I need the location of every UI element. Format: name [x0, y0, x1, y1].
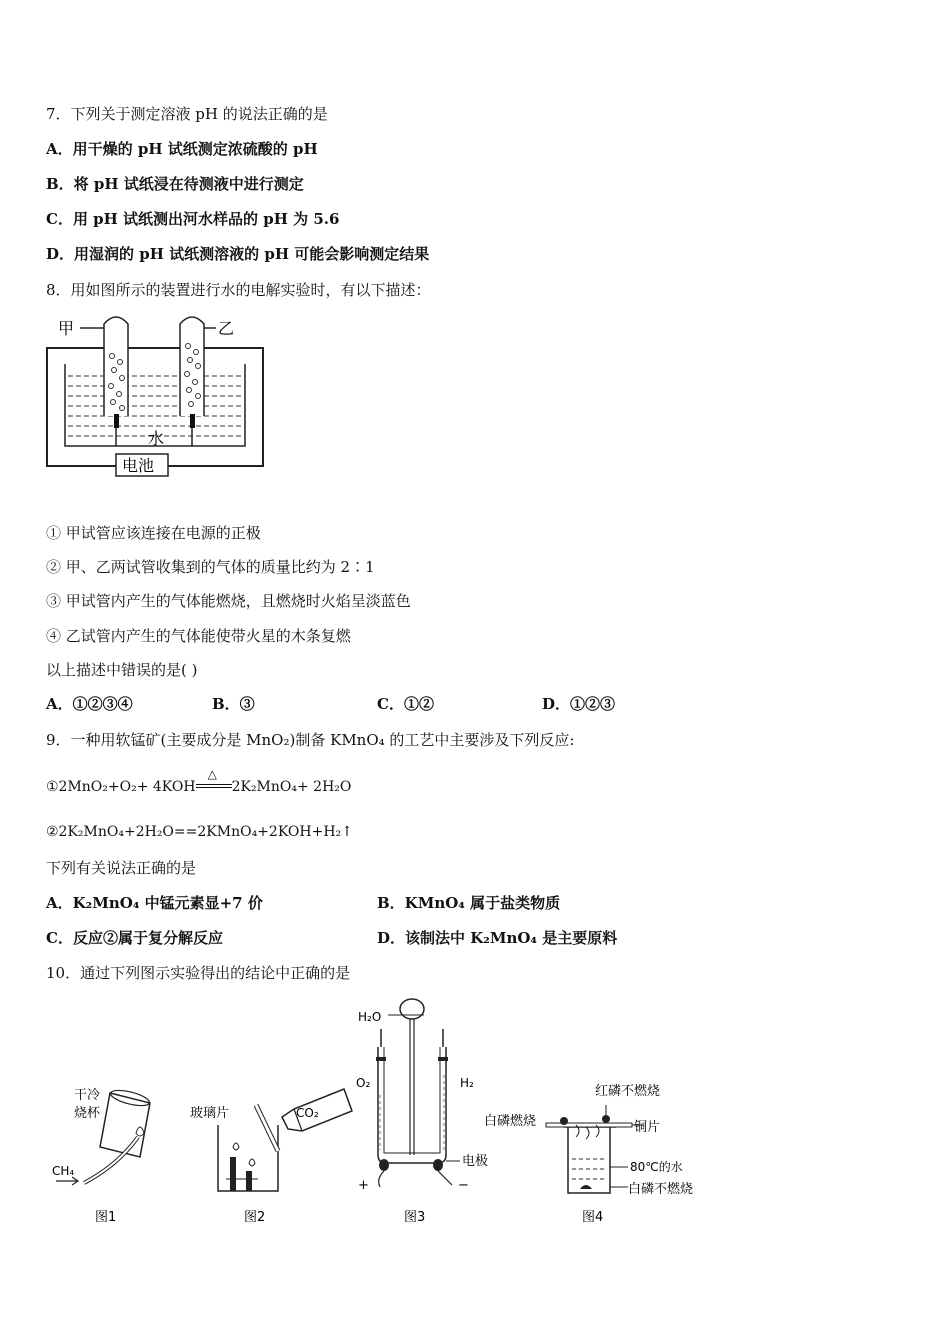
fig3-minus-sign: − [458, 1178, 469, 1193]
fig1-label-beaker: 烧杯 [74, 1106, 101, 1121]
q7-option-c: C．用 pH 试纸测出河水样品的 pH 为 5.6 [46, 210, 340, 228]
fig1-gas-label: CH₄ [52, 1164, 75, 1178]
heat-symbol: △ [207, 767, 217, 781]
q8-option-c: C．①② [377, 695, 434, 713]
q9-option-b: B．KMnO₄ 属于盐类物质 [377, 894, 561, 912]
fig4-copper-label: 铜片 [634, 1120, 661, 1135]
water-label: 水 [148, 429, 165, 448]
q8-option-a: A．①②③④ [46, 695, 133, 713]
q9-reaction-1 [46, 767, 352, 797]
q9-ask: 下列有关说法正确的是 [46, 859, 197, 877]
heating-equals-sign [196, 767, 232, 794]
q7-option-a: A．用干燥的 pH 试纸测定浓硫酸的 pH [46, 140, 318, 158]
figure-1-methane-beaker [48, 1075, 168, 1225]
q8-statement-1: ① 甲试管应该连接在电源的正极 [46, 524, 261, 542]
tube-left-label: 甲 [58, 319, 75, 338]
fig2-gas-label: CO₂ [296, 1106, 319, 1120]
fig2-glass-label: 玻璃片 [190, 1106, 230, 1121]
q8-ask: 以上描述中错误的是( ) [46, 661, 198, 679]
tube-right-label: 乙 [218, 319, 235, 338]
fig3-electrode-label: 电极 [462, 1154, 489, 1169]
electrolysis-apparatus-figure [44, 306, 269, 478]
figure-4-phosphorus-combustion [480, 1075, 710, 1225]
q8-option-d: D．①②③ [542, 695, 616, 713]
q9-option-d: D．该制法中 K₂MnO₄ 是主要原料 [377, 929, 618, 947]
q10-stem: 10．通过下列图示实验得出的结论中正确的是 [46, 964, 351, 982]
q9-option-a: A．K₂MnO₄ 中锰元素显+7 价 [46, 894, 263, 912]
fig1-label-dry-cold: 干冷 [74, 1088, 101, 1103]
fig3-caption: 图3 [404, 1210, 426, 1225]
reaction-1-products: 2K₂MnO₄+ 2H₂O [231, 779, 352, 795]
fig4-water-label: 80℃的水 [630, 1160, 683, 1174]
fig2-caption: 图2 [244, 1210, 266, 1225]
q8-statement-2: ② 甲、乙两试管收集到的气体的质量比约为 2∶1 [46, 558, 375, 576]
q7-option-b: B．将 pH 试纸浸在待测液中进行测定 [46, 175, 304, 193]
reaction-1-reactants: ①2MnO₂+O₂+ 4KOH [46, 779, 196, 795]
q8-statement-3: ③ 甲试管内产生的气体能燃烧，且燃烧时火焰呈淡蓝色 [46, 592, 411, 610]
q9-reaction-2: ②2K₂MnO₄+2H₂O==2KMnO₄+2KOH+H₂↑ [46, 824, 353, 840]
q7-option-d: D．用湿润的 pH 试纸测溶液的 pH 可能会影响测定结果 [46, 245, 430, 263]
fig4-caption: 图4 [582, 1210, 604, 1225]
q9-option-c: C．反应②属于复分解反应 [46, 929, 223, 947]
q9-stem: 9．一种用软锰矿(主要成分是 MnO₂)制备 KMnO₄ 的工艺中主要涉及下列反应: [46, 731, 575, 749]
fig3-plus-sign: + [358, 1178, 369, 1193]
fig4-red-phosphorus-label: 红磷不燃烧 [595, 1084, 661, 1099]
figure-2-co2-candles [186, 1085, 356, 1225]
q7-stem: 7．下列关于测定溶液 pH 的说法正确的是 [46, 105, 328, 123]
q8-option-b: B．③ [212, 695, 255, 713]
q8-stem: 8．用如图所示的装置进行水的电解实验时，有以下描述： [46, 281, 431, 299]
fig4-white-phosphorus-burning-label: 白磷燃烧 [484, 1114, 537, 1129]
fig3-hydrogen-label: H₂ [460, 1076, 474, 1090]
q8-statement-4: ④ 乙试管内产生的气体能使带火星的木条复燃 [46, 627, 351, 645]
fig3-oxygen-label: O₂ [356, 1076, 371, 1090]
fig3-water-label: H₂O [358, 1010, 382, 1024]
battery-label: 电池 [122, 456, 155, 475]
fig4-white-phosphorus-no-burn-label: 白磷不燃烧 [628, 1182, 694, 1197]
fig1-caption: 图1 [95, 1210, 117, 1225]
